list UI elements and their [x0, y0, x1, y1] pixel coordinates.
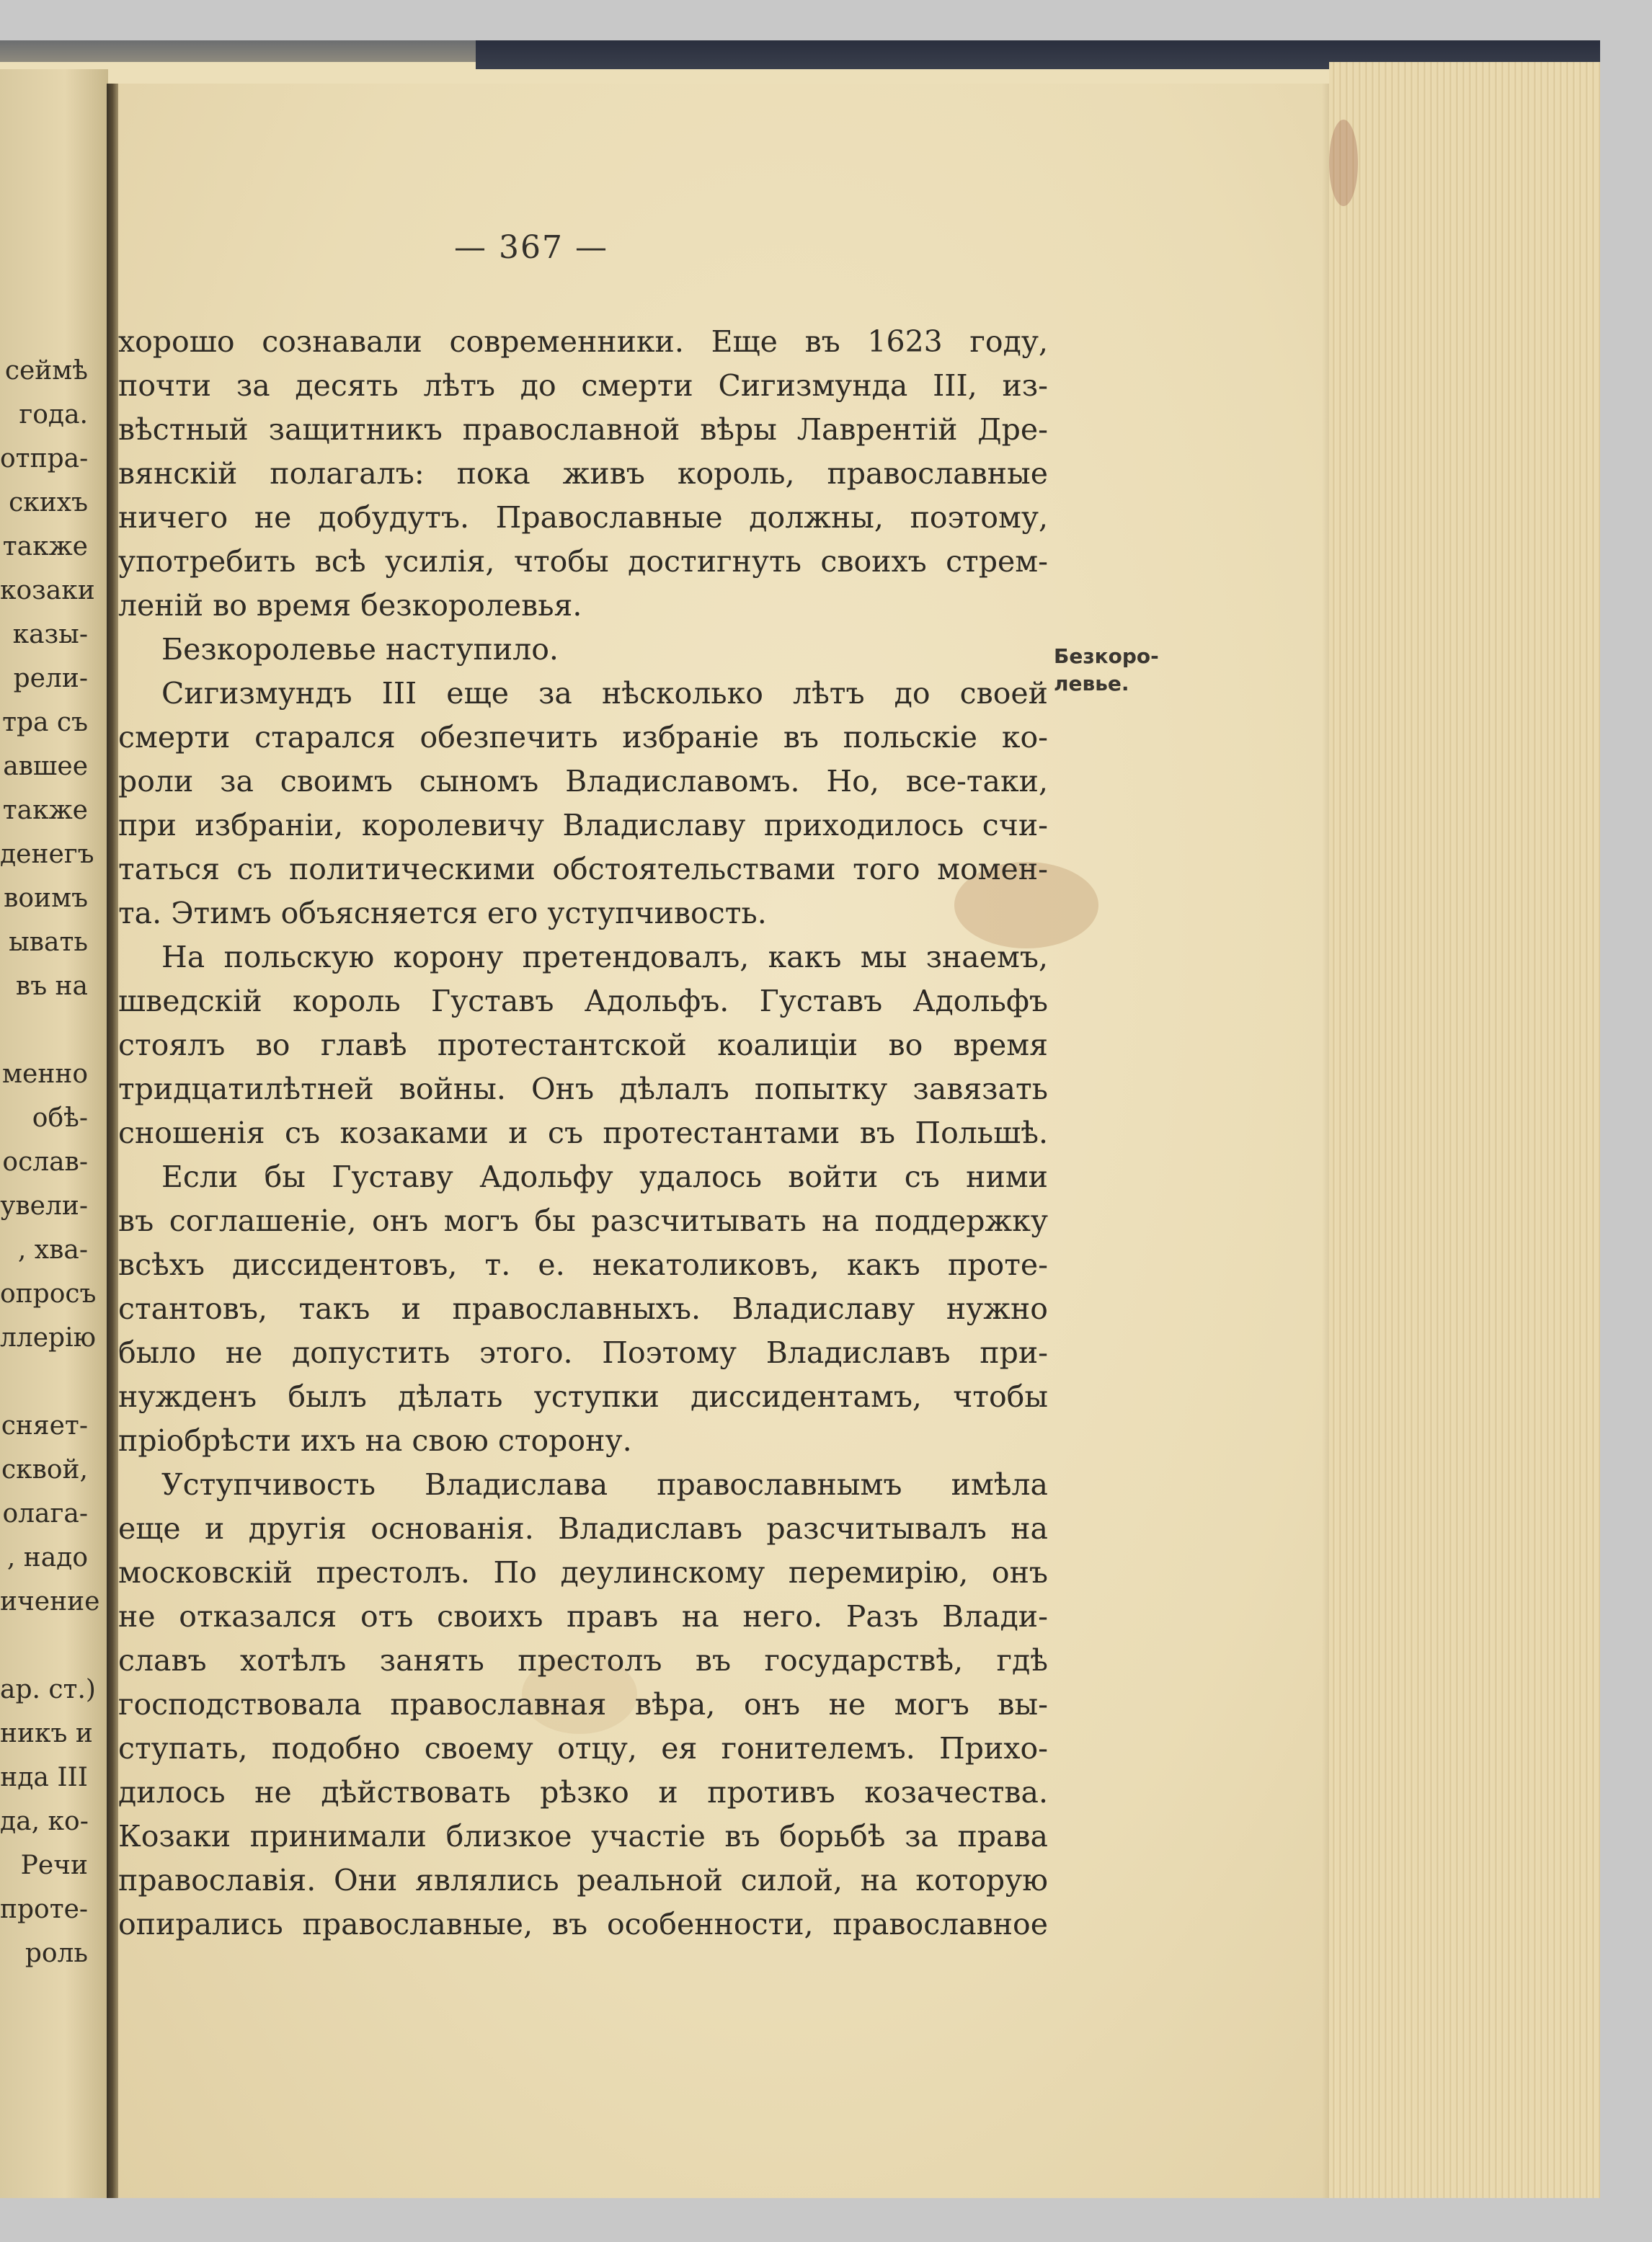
text-line: стантовъ, такъ и православныхъ. Владиславу нужно	[118, 1291, 1048, 1326]
text-line: Козаки принимали близкое участіе въ борьбѣ за права	[118, 1819, 1048, 1854]
text-line: всѣхъ диссидентовъ, т. е. некатоликовъ, какъ проте-	[118, 1247, 1048, 1282]
text-line: пріобрѣсти ихъ на свою сторону.	[118, 1423, 632, 1458]
left-page-line: увели-	[0, 1191, 88, 1221]
left-page-line	[0, 1008, 88, 1052]
text-line: Если бы Густаву Адольфу удалось войти съ ними	[161, 1160, 1048, 1194]
text-line: сношенія съ козаками и съ протестантами въ Польшѣ.	[118, 1116, 1048, 1150]
left-page-line: казы-	[12, 620, 88, 649]
left-page-line	[0, 1360, 88, 1404]
left-page-line	[0, 1624, 88, 1668]
left-page-line: также	[2, 532, 88, 561]
text-line: въ соглашеніе, онъ могъ бы разсчитывать на поддержку	[118, 1204, 1048, 1238]
text-line: та. Этимъ объясняется его уступчивость.	[118, 896, 767, 930]
margin-note	[1054, 643, 1176, 698]
book-gutter	[107, 84, 118, 2198]
left-page-line: проте-	[0, 1895, 89, 1924]
text-line: дилось не дѣйствовать рѣзко и противъ козачества.	[118, 1775, 1048, 1810]
left-page-text	[0, 349, 100, 1975]
left-page-line: воимъ	[4, 884, 88, 913]
text-line: леній во время безкоролевья.	[118, 588, 582, 623]
cover-edge-left	[0, 40, 476, 62]
left-page-line: ллерію	[0, 1323, 96, 1353]
left-page-line: роль	[25, 1939, 88, 1968]
left-page-line: , надо	[6, 1543, 88, 1572]
left-page-line: , хва-	[17, 1235, 88, 1265]
left-page-line: рели-	[13, 664, 88, 693]
text-line: хорошо сознавали современники. Еще въ 1623 году,	[118, 324, 1048, 359]
book-scan	[0, 40, 1600, 2198]
text-line: таться съ политическими обстоятельствами того момен-	[118, 852, 1048, 886]
text-line: не отказался отъ своихъ правъ на него. Разъ Влади-	[118, 1599, 1048, 1634]
left-page-line: также	[2, 796, 88, 825]
left-page-line: да, ко-	[0, 1807, 89, 1836]
text-line: нужденъ былъ дѣлать уступки диссидентамъ, чтобы	[118, 1379, 1048, 1414]
left-page-line: сняет-	[1, 1411, 88, 1441]
text-line: смерти старался обезпечить избраніе въ польскіе ко-	[118, 720, 1048, 755]
text-line: почти за десять лѣтъ до смерти Сигизмунда III, из-	[118, 368, 1048, 403]
text-line: ничего не добудутъ. Православные должны, поэтому,	[118, 500, 1048, 535]
text-line: опирались православные, въ особенности, православное	[118, 1907, 1048, 1941]
left-page-line: авшее	[3, 752, 88, 781]
left-page-line: отпра-	[0, 444, 89, 473]
edge-stain	[1329, 120, 1358, 206]
text-line: Сигизмундъ III еще за нѣсколько лѣтъ до своей	[161, 676, 1048, 711]
text-line: вѣстный защитникъ православной вѣры Лаврентій Дре-	[118, 412, 1048, 447]
text-line: господствовала православная вѣра, онъ не могъ вы-	[118, 1687, 1048, 1722]
left-page-line: менно	[2, 1059, 88, 1089]
text-line: славъ хотѣлъ занять престолъ въ государствѣ, гдѣ	[118, 1643, 1048, 1678]
left-page-line: тра съ	[2, 708, 88, 737]
left-page-line: нда III	[0, 1763, 88, 1792]
left-page-line: скихъ	[9, 488, 88, 517]
left-page-line: козаки	[0, 576, 95, 605]
left-page	[0, 69, 108, 2198]
text-line: употребить всѣ усилія, чтобы достигнуть своихъ стрем-	[118, 544, 1048, 579]
left-page-line: года.	[19, 400, 88, 430]
left-page-line: никъ и	[0, 1719, 93, 1748]
text-line: На польскую корону претендовалъ, какъ мы знаемъ,	[161, 940, 1048, 974]
text-line: шведскій король Густавъ Адольфъ. Густавъ Адольфъ	[118, 984, 1048, 1018]
body-text	[118, 320, 1048, 1947]
left-page-line: сквой,	[1, 1455, 88, 1485]
text-line: при избраніи, королевичу Владиславу приходилось счи-	[118, 808, 1048, 842]
left-page-line: обѣ-	[32, 1103, 88, 1133]
text-line: Безкоролевье наступило.	[161, 632, 559, 667]
text-line: роли за своимъ сыномъ Владиславомъ. Но, все-таки,	[118, 764, 1048, 799]
left-page-line: олага-	[2, 1499, 88, 1529]
text-line: стоялъ во главѣ протестантской коалиціи во время	[118, 1028, 1048, 1062]
left-page-line: денегъ	[0, 840, 94, 869]
text-line: православія. Они являлись реальной силой, на которую	[118, 1863, 1048, 1898]
left-page-line: сеймѣ	[4, 356, 88, 386]
left-page-line: ывать	[9, 928, 88, 957]
left-page-line: Речи	[20, 1851, 88, 1880]
page-block-edges	[1329, 62, 1600, 2198]
page-number: — 367 —	[454, 229, 608, 266]
text-line: Уступчивость Владислава православнымъ имѣла	[161, 1467, 1048, 1502]
text-line: вянскій полагалъ: пока живъ король, православные	[118, 456, 1048, 491]
left-page-line: ичение	[0, 1587, 100, 1616]
text-line: было не допустить этого. Поэтому Владиславъ при-	[118, 1335, 1048, 1370]
text-line: тридцатилѣтней войны. Онъ дѣлалъ попытку завязать	[118, 1072, 1048, 1106]
left-page-line: ар. ст.)	[0, 1675, 96, 1704]
margin-note-text: Безкоро- левье.	[1054, 644, 1159, 695]
text-line: московскій престолъ. По деулинскому перемирію, онъ	[118, 1555, 1048, 1590]
left-page-line: въ на	[15, 971, 88, 1001]
text-line: ступать, подобно своему отцу, ея гонителемъ. Прихо-	[118, 1731, 1048, 1766]
text-line: еще и другія основанія. Владиславъ разсчитывалъ на	[118, 1511, 1048, 1546]
left-page-line: опросъ	[0, 1279, 97, 1309]
left-page-line: ослав-	[2, 1147, 88, 1177]
